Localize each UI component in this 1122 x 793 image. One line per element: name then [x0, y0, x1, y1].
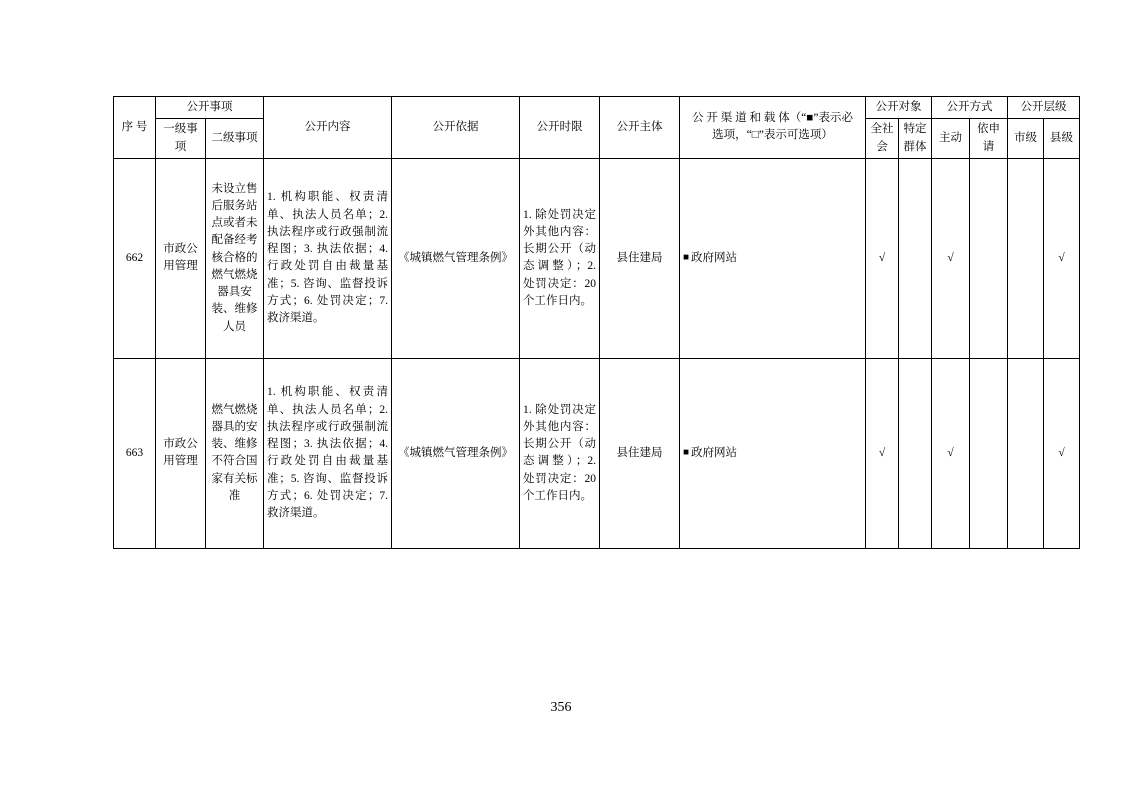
row-seq: 663: [114, 358, 156, 548]
row-channel: [680, 358, 866, 548]
row-subject: 县住建局: [600, 158, 680, 358]
header-level2: 二级事项: [206, 119, 264, 159]
header-method-group: 公开方式: [932, 97, 1008, 119]
row-level-county: √: [1044, 358, 1080, 548]
row-level-city: [1008, 358, 1044, 548]
header-public-matter-group: 公开事项: [156, 97, 264, 119]
header-basis: 公开依据: [392, 97, 520, 159]
row-level-city: [1008, 158, 1044, 358]
row-content: 1. 机构职能、权责清单、执法人员名单；2. 执法程序或行政强制流程图；3. 执法依据；4. 行政处罚自由裁量基准；5. 咨询、监督投诉方式；6. 处罚决定；7. 救济渠道。: [264, 158, 392, 358]
row-method-active: √: [932, 358, 970, 548]
disclosure-table-wrapper: [113, 96, 1073, 549]
disclosure-table: [113, 96, 1080, 549]
table-row: [114, 158, 1080, 358]
row-deadline: 1. 除处罚决定外其他内容：长期公开（动态调整）；2. 处罚决定：20 个工作日内。: [520, 358, 600, 548]
row-method-active: √: [932, 158, 970, 358]
row-level2: 燃气燃烧器具的安装、维修不符合国家有关标准: [206, 358, 264, 548]
header-seq: 序 号: [114, 97, 156, 159]
header-object-public: 全社会: [866, 119, 899, 159]
header-object-specific: 特定群体: [899, 119, 932, 159]
filled-square-icon: ■: [683, 251, 690, 263]
header-level-group: 公开层级: [1008, 97, 1080, 119]
filled-square-icon: ■: [683, 446, 690, 458]
row-object-public: √: [866, 358, 899, 548]
table-row: [114, 358, 1080, 548]
header-deadline: 公开时限: [520, 97, 600, 159]
header-object-group: 公开对象: [866, 97, 932, 119]
row-seq: 662: [114, 158, 156, 358]
row-content: 1. 机构职能、权责清单、执法人员名单；2. 执法程序或行政强制流程图；3. 执法依据；4. 行政处罚自由裁量基准；5. 咨询、监督投诉方式；6. 处罚决定；7. 救济渠道。: [264, 358, 392, 548]
header-method-request: 依申请: [970, 119, 1008, 159]
row-basis: 《城镇燃气管理条例》: [392, 158, 520, 358]
row-method-request: [970, 358, 1008, 548]
row-method-request: [970, 158, 1008, 358]
header-content: 公开内容: [264, 97, 392, 159]
row-object-specific: [899, 358, 932, 548]
row-basis: 《城镇燃气管理条例》: [392, 358, 520, 548]
row-channel-label: 政府网站: [691, 251, 738, 264]
table-header-row-1: [114, 97, 1080, 119]
header-method-active: 主动: [932, 119, 970, 159]
header-subject: 公开主体: [600, 97, 680, 159]
row-channel-label: 政府网站: [691, 446, 738, 459]
header-level-city: 市级: [1008, 119, 1044, 159]
row-level1: 市政公用管理: [156, 358, 206, 548]
row-level2: 未设立售后服务站点或者未配备经考核合格的燃气燃烧器具安装、维修人员: [206, 158, 264, 358]
header-level-county: 县级: [1044, 119, 1080, 159]
page-number: 356: [550, 700, 572, 715]
row-object-public: √: [866, 158, 899, 358]
row-level-county: √: [1044, 158, 1080, 358]
row-level1: 市政公用管理: [156, 158, 206, 358]
header-level1: 一级事项: [156, 119, 206, 159]
row-object-specific: [899, 158, 932, 358]
row-subject: 县住建局: [600, 358, 680, 548]
header-channel: 公 开 渠 道 和 载 体（“■”表示必选项，“□”表示可选项）: [680, 97, 866, 159]
row-channel: [680, 158, 866, 358]
row-deadline: 1. 除处罚决定外其他内容：长期公开（动态调整）；2. 处罚决定：20 个工作日内。: [520, 158, 600, 358]
